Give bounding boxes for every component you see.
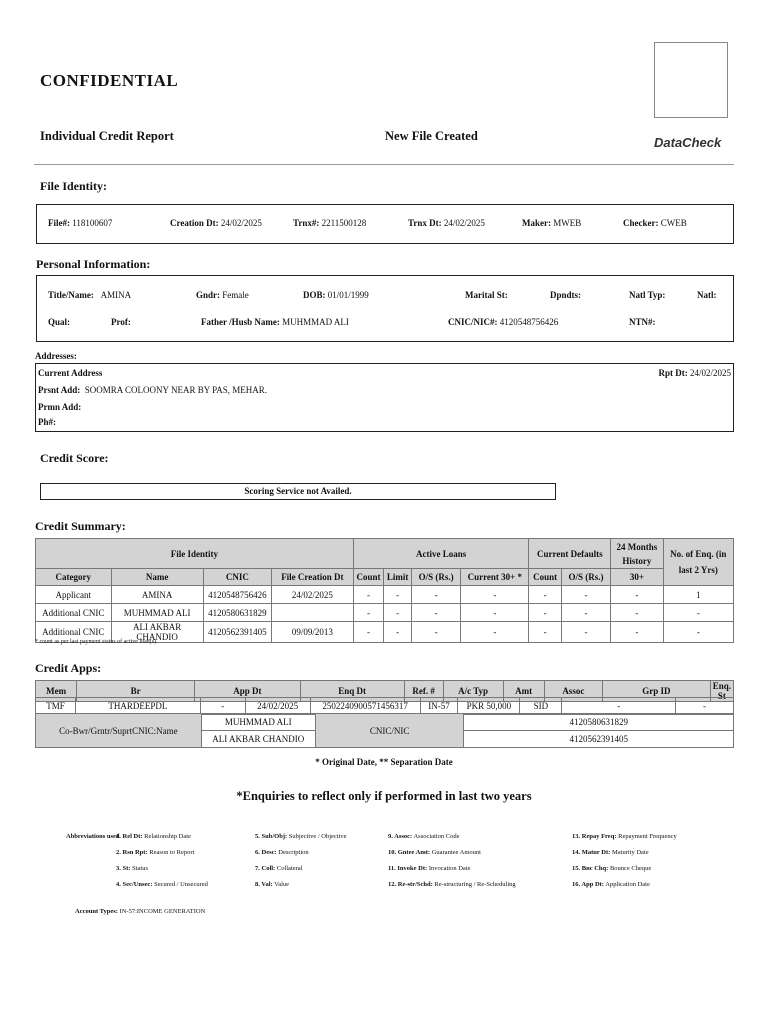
abbr-item: 14. Matur Dt: Maturity Date xyxy=(572,849,649,856)
table-cell: 24/02/2025 xyxy=(245,698,310,715)
col-header: Category xyxy=(36,569,112,586)
abbr-item: 15. Bnc Chq: Bounce Cheque xyxy=(572,865,652,872)
table-cell: - xyxy=(676,698,734,715)
table-cell xyxy=(271,604,353,622)
father-name-label: Father /Husb Name: xyxy=(201,317,280,327)
present-address-label: Prsnt Add: xyxy=(38,385,81,395)
cnic-label: CNIC/NIC#: xyxy=(448,317,498,327)
abbr-item: 9. Assoc: Association Code xyxy=(388,833,460,840)
col-header: Br xyxy=(77,681,195,702)
co-borrower-table xyxy=(35,713,734,748)
report-date-value: 24/02/2025 xyxy=(689,368,731,378)
table-cell: 09/09/2013 xyxy=(271,622,353,643)
file-no-label: File#: xyxy=(48,218,70,228)
co-borrower-name: ALI AKBAR CHANDIO xyxy=(201,731,315,748)
table-cell: - xyxy=(561,622,610,643)
title-name-label: Title/Name: xyxy=(48,290,94,300)
abbr-item: 13. Repay Freq: Repayment Frequency xyxy=(572,833,677,840)
abbr-item: 2. Rsn Rpt: Reason to Report xyxy=(116,849,195,856)
abbr-item: 6. Desc: Description xyxy=(255,849,309,856)
profession-label: Prof: xyxy=(111,317,131,327)
father-name-value: MUHMMAD ALI xyxy=(282,317,349,327)
co-borrower-cnic: 4120562391405 xyxy=(464,731,734,748)
confidential-title: CONFIDENTIAL xyxy=(40,71,179,90)
qualification-label: Qual: xyxy=(48,317,71,327)
col-header: O/S (Rs.) xyxy=(561,569,610,586)
table-cell: - xyxy=(561,586,610,604)
abbr-item: 3. St: Status xyxy=(116,865,148,872)
table-row xyxy=(36,714,734,731)
abbr-item: 10. Gntee Amt: Guarantee Amount xyxy=(388,849,481,856)
checker-value: CWEB xyxy=(660,218,687,228)
account-types xyxy=(75,908,205,915)
table-cell: Additional CNIC xyxy=(36,622,112,643)
nationality-type-label: Natl Typ: xyxy=(629,290,666,300)
table-cell: 1 xyxy=(663,586,733,604)
table-cell: TMF xyxy=(36,698,76,715)
table-cell: - xyxy=(384,622,412,643)
table-cell: - xyxy=(529,604,562,622)
col-header: Limit xyxy=(384,569,412,586)
abbr-item: 16. App Dt: Application Date xyxy=(572,881,650,888)
gender-label: Gndr: xyxy=(196,290,221,300)
dob-label: DOB: xyxy=(303,290,326,300)
col-header: Enq. St xyxy=(710,681,733,702)
abbr-item: 5. Sub/Obj: Subjective / Objective xyxy=(255,833,347,840)
group-no-of-enquiries: No. of Enq. (in last 2 Yrs) xyxy=(663,539,733,586)
table-cell: 4120548756426 xyxy=(203,586,271,604)
table-cell: - xyxy=(562,698,676,715)
header-divider xyxy=(34,164,734,165)
dates-note: * Original Date, ** Separation Date xyxy=(315,757,453,767)
table-cell: - xyxy=(529,622,562,643)
creation-dt-value: 24/02/2025 xyxy=(220,218,262,228)
table-cell: 2502240900571456317 xyxy=(310,698,420,715)
credit-summary-heading: Credit Summary: xyxy=(35,519,126,533)
table-cell: - xyxy=(561,604,610,622)
col-header: App Dt xyxy=(194,681,300,702)
credit-summary-table xyxy=(35,538,734,643)
addresses-heading: Addresses: xyxy=(35,351,77,361)
table-cell: - xyxy=(353,604,383,622)
table-cell: - xyxy=(461,622,529,643)
creation-dt-label: Creation Dt: xyxy=(170,218,219,228)
col-header: Grp ID xyxy=(603,681,711,702)
trnx-no-value: 2211500128 xyxy=(321,218,367,228)
maker-label: Maker: xyxy=(522,218,551,228)
table-cell: - xyxy=(663,622,733,643)
group-current-defaults: Current Defaults xyxy=(529,539,611,569)
col-header: Amt xyxy=(503,681,544,702)
table-cell: AMINA xyxy=(111,586,203,604)
table-cell: THARDEEPDL xyxy=(75,698,200,715)
table-cell: PKR 50,000 xyxy=(458,698,520,715)
photo-placeholder xyxy=(654,42,728,118)
file-identity-heading: File Identity: xyxy=(40,179,107,193)
col-header: Mem xyxy=(36,681,77,702)
table-cell: - xyxy=(384,604,412,622)
col-header: O/S (Rs.) xyxy=(411,569,460,586)
enquiries-note: *Enquiries to reflect only if performed in last two years xyxy=(236,789,532,803)
account-types-value: IN-57:INCOME GENERATION xyxy=(119,908,206,915)
col-header: CNIC xyxy=(203,569,271,586)
nationality-label: Natl: xyxy=(697,290,717,300)
dob-value: 01/01/1999 xyxy=(327,290,369,300)
table-cell: - xyxy=(461,604,529,622)
ntn-label: NTN#: xyxy=(629,317,656,327)
table-cell: - xyxy=(200,698,245,715)
credit-score-heading: Credit Score: xyxy=(40,451,109,465)
abbr-item: 4. Sec/Unsec: Secured / Unsecured xyxy=(116,881,208,888)
table-cell: - xyxy=(384,586,412,604)
group-24-months-history: 24 Months History xyxy=(611,539,663,569)
credit-apps-heading: Credit Apps: xyxy=(35,661,102,675)
present-address-value: SOOMRA COLOONY NEAR BY PAS, MEHAR. xyxy=(84,385,268,395)
table-cell: - xyxy=(461,586,529,604)
checker-label: Checker: xyxy=(623,218,659,228)
col-header: Count xyxy=(353,569,383,586)
scoring-message: Scoring Service not Availed. xyxy=(40,483,556,500)
trnx-dt-value: 24/02/2025 xyxy=(443,218,485,228)
table-cell: ALI AKBAR CHANDIO xyxy=(111,622,203,643)
abbr-item: 8. Val: Value xyxy=(255,881,290,888)
col-header: Current 30+ * xyxy=(461,569,529,586)
abbr-item: 12. Re-str/Schd: Re-structuring / Re-Scheduling xyxy=(388,881,516,888)
abbr-item: 1. Rel Dt: Relationship Date xyxy=(116,833,191,840)
file-no-value: 118100607 xyxy=(72,218,113,228)
table-cell: - xyxy=(411,604,460,622)
table-cell: - xyxy=(611,586,663,604)
table-cell: Additional CNIC xyxy=(36,604,112,622)
col-header: 30+ xyxy=(611,569,663,586)
brand-logo: DataCheck xyxy=(654,135,722,150)
col-header: Count xyxy=(529,569,562,586)
table-cell: IN-57 xyxy=(420,698,458,715)
table-cell: - xyxy=(353,586,383,604)
abbreviations-prefix: Abbreviations used xyxy=(66,833,120,840)
file-status: New File Created xyxy=(385,129,478,143)
phone-label: Ph#: xyxy=(38,417,56,427)
permanent-address-label: Prmn Add: xyxy=(38,402,82,412)
col-header: Name xyxy=(111,569,203,586)
report-date-label: Rpt Dt: xyxy=(658,368,688,378)
table-cell: 4120562391405 xyxy=(203,622,271,643)
current-address-label: Current Address xyxy=(38,368,103,378)
account-types-label: Account Types: xyxy=(75,908,118,915)
table-row xyxy=(36,586,734,604)
table-cell: - xyxy=(529,586,562,604)
co-borrower-cnic: 4120580631829 xyxy=(464,714,734,731)
addresses-box xyxy=(35,363,734,432)
table-cell: MUHMMAD ALI xyxy=(111,604,203,622)
co-borrower-label: Co-Bwr/Grntr/SuprtCNIC:Name xyxy=(36,714,202,748)
abbr-item: 7. Coll: Collateral xyxy=(255,865,303,872)
table-cell: - xyxy=(411,586,460,604)
table-cell: 4120580631829 xyxy=(203,604,271,622)
title-name-value: AMINA xyxy=(100,290,132,300)
group-file-identity: File Identity xyxy=(36,539,354,569)
table-row xyxy=(36,604,734,622)
gender-value: Female xyxy=(222,290,249,300)
col-header: Enq Dt xyxy=(300,681,404,702)
table-cell: Applicant xyxy=(36,586,112,604)
col-header: File Creation Dt xyxy=(271,569,353,586)
table-cell: - xyxy=(611,604,663,622)
abbr-item: 11. Invoke Dt: Invocation Date xyxy=(388,865,471,872)
file-identity-box xyxy=(36,204,734,244)
trnx-no-label: Trnx#: xyxy=(293,218,320,228)
col-header: Ref. # xyxy=(404,681,443,702)
personal-info-box xyxy=(36,275,734,342)
report-title: Individual Credit Report xyxy=(40,129,174,143)
dependents-label: Dpndts: xyxy=(550,290,582,300)
table-cell: 24/02/2025 xyxy=(271,586,353,604)
table-cell: - xyxy=(663,604,733,622)
table-cell: - xyxy=(611,622,663,643)
table-cell: SID xyxy=(520,698,562,715)
col-header: A/c Typ xyxy=(443,681,503,702)
col-header: Assoc xyxy=(544,681,602,702)
summary-footnote: * count as per last payment status of active loan(s). xyxy=(35,639,158,645)
trnx-dt-label: Trnx Dt: xyxy=(408,218,442,228)
co-borrower-cnic-label: CNIC/NIC xyxy=(315,714,464,748)
maker-value: MWEB xyxy=(553,218,582,228)
summary-column-headers xyxy=(36,569,734,586)
table-row xyxy=(36,698,734,715)
personal-info-heading: Personal Information: xyxy=(36,257,151,271)
cnic-value: 4120548756426 xyxy=(499,317,559,327)
group-active-loans: Active Loans xyxy=(353,539,529,569)
table-cell: - xyxy=(353,622,383,643)
co-borrower-name: MUHMMAD ALI xyxy=(201,714,315,731)
marital-status-label: Marital St: xyxy=(465,290,508,300)
table-cell: - xyxy=(411,622,460,643)
